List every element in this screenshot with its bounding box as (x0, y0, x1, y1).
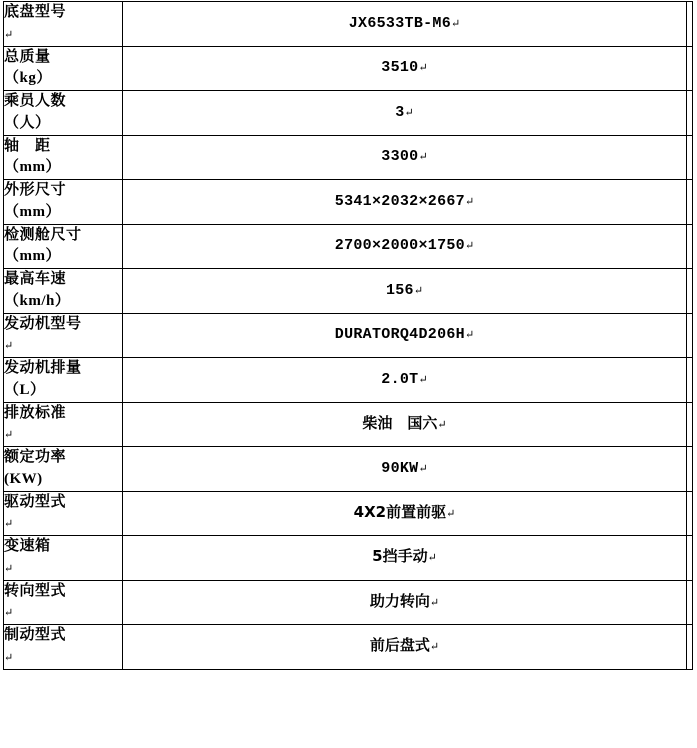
spec-value-cell (123, 224, 687, 269)
spec-value-cell (123, 91, 687, 136)
spec-label-cell (4, 447, 123, 492)
spec-label-line2: （mm） (4, 203, 61, 220)
table-row (4, 2, 693, 47)
spec-label-line2: （mm） (4, 159, 61, 176)
table-row (4, 580, 693, 625)
paragraph-mark: ↵ (418, 151, 428, 164)
row-end-cell (687, 224, 693, 269)
paragraph-mark: ↵ (446, 507, 456, 520)
paragraph-mark: ↵ (418, 462, 428, 475)
spec-value-cell (123, 2, 687, 47)
paragraph-mark: ↵ (404, 106, 414, 119)
row-end-cell (687, 491, 693, 536)
paragraph-mark: ↵ (437, 418, 447, 431)
spec-label-line1: 外形尺寸 (4, 182, 67, 198)
table-row (4, 180, 693, 225)
spec-value-cell (123, 269, 687, 314)
table-row (4, 402, 693, 447)
spec-label-cell (4, 91, 123, 136)
table-row (4, 491, 693, 536)
spec-value-cell (123, 313, 687, 358)
spec-value-text: 3300 (381, 148, 419, 166)
spec-label-cell (4, 313, 123, 358)
spec-label-line1: 检测舱尺寸 (4, 226, 82, 243)
spec-table-body (4, 2, 693, 670)
spec-value-cell (123, 447, 687, 492)
spec-label-line2: (KW) (4, 470, 43, 487)
spec-value-cell (123, 580, 687, 625)
spec-value-text: 3510 (381, 59, 419, 77)
spec-label-line1: 轴 距 (4, 137, 51, 154)
paragraph-mark: ↵ (429, 641, 440, 654)
row-end-cell (687, 135, 693, 180)
paragraph-mark: ↵ (4, 562, 14, 575)
spec-label-line2: （人） (4, 114, 51, 131)
spec-value-text: 柴油 国六 (362, 413, 438, 432)
table-row (4, 625, 693, 670)
table-row (4, 46, 693, 91)
spec-value-text: 3 (395, 103, 405, 121)
spec-value-text: 5341×2032×2667 (334, 192, 465, 210)
spec-label-line1: 额定功率 (4, 449, 67, 465)
spec-value-cell (123, 46, 687, 91)
paragraph-mark: ↵ (4, 651, 14, 664)
row-end-cell (687, 358, 693, 403)
table-row (4, 313, 693, 358)
spec-value-cell (123, 180, 687, 225)
table-row (4, 269, 693, 314)
spec-label-cell (4, 358, 123, 403)
row-end-cell (687, 46, 693, 91)
spec-value-text: 2.0T (381, 370, 419, 388)
row-end-cell (687, 625, 693, 670)
spec-label-cell (4, 135, 123, 180)
spec-label-line1: 总质量 (4, 48, 51, 65)
paragraph-mark: ↵ (4, 28, 14, 41)
spec-label-cell (4, 536, 123, 581)
spec-label-line1: 驱动型式 (4, 493, 67, 510)
paragraph-mark: ↵ (418, 62, 428, 75)
paragraph-mark: ↵ (4, 429, 14, 442)
document-page (0, 1, 697, 748)
paragraph-mark: ↵ (465, 195, 475, 208)
spec-value-cell (123, 358, 687, 403)
spec-value-cell (123, 135, 687, 180)
spec-value-cell (123, 536, 687, 581)
spec-label-line1: 转向型式 (4, 582, 67, 599)
paragraph-mark: ↵ (418, 373, 428, 386)
spec-value-cell (123, 402, 687, 447)
spec-label-line2: （kg） (4, 70, 52, 87)
spec-value-text: JX6533TB-M6 (348, 14, 452, 32)
paragraph-mark: ↵ (427, 552, 437, 565)
row-end-cell (687, 269, 693, 314)
spec-label-line1: 发动机排量 (4, 360, 82, 376)
vehicle-spec-table (3, 1, 693, 670)
spec-label-cell (4, 402, 123, 447)
table-row (4, 91, 693, 136)
row-end-cell (687, 313, 693, 358)
spec-value-cell (123, 491, 687, 536)
row-end-cell (687, 2, 693, 47)
spec-label-line2: （km/h） (4, 292, 71, 309)
spec-label-cell (4, 2, 123, 47)
spec-label-line1: 排放标准 (4, 404, 67, 421)
spec-label-cell (4, 580, 123, 625)
paragraph-mark: ↵ (4, 518, 14, 531)
table-row (4, 135, 693, 180)
paragraph-mark: ↵ (4, 340, 14, 353)
spec-label-line1: 最高车速 (4, 271, 67, 287)
spec-value-text: 4X2前置前驱 (353, 502, 447, 521)
spec-label-line1: 制动型式 (4, 627, 67, 643)
spec-label-cell (4, 491, 123, 536)
spec-label-cell (4, 180, 123, 225)
row-end-cell (687, 91, 693, 136)
row-end-cell (687, 580, 693, 625)
spec-label-cell (4, 625, 123, 670)
spec-value-text: 助力转向 (369, 591, 430, 610)
table-row (4, 447, 693, 492)
spec-label-line2: （mm） (4, 248, 61, 265)
row-end-cell (687, 402, 693, 447)
spec-value-text: 2700×2000×1750 (334, 237, 465, 255)
spec-value-cell (123, 625, 687, 670)
row-end-cell (687, 180, 693, 225)
paragraph-mark: ↵ (451, 17, 461, 30)
spec-label-line1: 乘员人数 (4, 93, 67, 109)
spec-label-line1: 发动机型号 (4, 315, 82, 332)
spec-value-text: 前后盘式 (369, 636, 430, 655)
spec-value-text: 5挡手动 (372, 547, 428, 566)
table-row (4, 536, 693, 581)
paragraph-mark: ↵ (465, 240, 475, 253)
table-row (4, 224, 693, 269)
spec-label-line2: （L） (4, 381, 46, 398)
table-row (4, 358, 693, 403)
spec-value-text: 90KW (381, 459, 419, 477)
paragraph-mark: ↵ (413, 284, 424, 297)
spec-label-line1: 底盘型号 (4, 4, 67, 20)
row-end-cell (687, 536, 693, 581)
paragraph-mark: ↵ (4, 607, 14, 620)
spec-value-text: 156 (385, 281, 414, 299)
spec-label-cell (4, 269, 123, 314)
row-end-cell (687, 447, 693, 492)
spec-label-line1: 变速箱 (4, 538, 51, 554)
paragraph-mark: ↵ (465, 329, 475, 342)
spec-value-text: DURATORQ4D206H (334, 326, 465, 344)
spec-label-cell (4, 224, 123, 269)
spec-label-cell (4, 46, 123, 91)
paragraph-mark: ↵ (429, 596, 440, 609)
